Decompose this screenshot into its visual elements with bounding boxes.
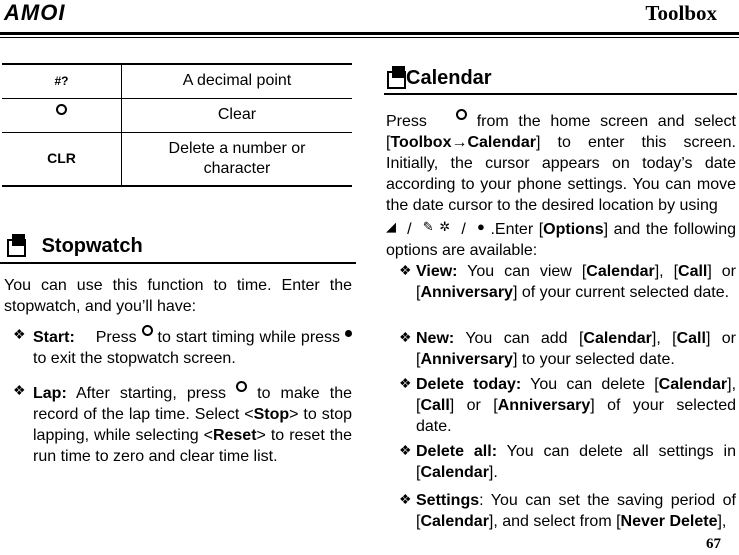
calendar-title: Calendar [406, 67, 492, 89]
calendar-option-new: New: You can add [Calendar], [Call] or [Anniversary] to your selected date. [416, 330, 736, 368]
diamond-bullet-icon: ❖ [399, 375, 412, 391]
diamond-bullet-icon: ❖ [399, 262, 412, 278]
diamond-bullet-icon: ❖ [399, 329, 412, 345]
table-row [2, 98, 352, 132]
ok-key-icon [236, 381, 247, 392]
section-rule [384, 93, 737, 95]
calendar-heading [386, 66, 492, 90]
diamond-bullet-icon: ❖ [13, 382, 26, 398]
table-row [2, 64, 352, 98]
amoi-logo: AMOI [4, 0, 66, 25]
stopwatch-intro: You can use this function to time. Enter the stopwatch, and you’ll have: [4, 277, 352, 315]
page-header-title: Toolbox [645, 1, 717, 25]
calendar-option-settings: Settings: You can set the saving period of [Calendar], and select from [Never Delete], [416, 492, 736, 530]
nav-up-icon: ✎ [422, 219, 434, 234]
calendar-option-view: View: You can view [Calendar], [Call] or [Anniversary] of your current selected date. [416, 263, 736, 301]
section-rule [0, 262, 356, 264]
stopwatch-heading [6, 234, 143, 258]
key-function-table [2, 63, 352, 187]
nav-right-icon: ● [477, 219, 485, 234]
calendar-option-delete-all: Delete all: You can delete all settings in [Calendar]. [416, 443, 737, 481]
header-rule [0, 32, 739, 35]
table-cell: Clear [122, 98, 353, 132]
section-icon [386, 66, 406, 86]
calendar-option-delete-today: Delete today: You can delete [Calendar], [Call] or [Anniversary] of your selected date. [416, 376, 737, 435]
calendar-intro: Press from the home screen and select [Toolbox→Calendar] to enter this screen. Initially, the cursor appears on today’s date according to your phone settings. You can move the date cursor to the desired location by using ◢ / ✎ ✲ / ● .Enter [Options] and the following options are available: [386, 109, 736, 261]
stopwatch-start-item: Start: Press to start timing while press to exit the stopwatch screen. [33, 325, 352, 369]
ok-key-icon [142, 325, 153, 336]
table-cell: A decimal point [122, 64, 353, 98]
header-rule-thin [0, 37, 739, 38]
diamond-bullet-icon: ❖ [13, 326, 26, 342]
star-hash-key-icon: #? [2, 64, 122, 98]
table-row [2, 132, 352, 186]
table-cell: Delete a number or character [122, 132, 353, 186]
diamond-bullet-icon: ❖ [399, 491, 412, 507]
ok-key-icon [2, 98, 122, 132]
ok-key-icon [456, 109, 467, 120]
page-number: 67 [706, 536, 721, 552]
nav-down-icon: ✲ [439, 219, 451, 234]
end-key-icon [345, 330, 352, 337]
section-icon [6, 234, 26, 254]
stopwatch-lap-item: Lap: After starting, press to make the record of the lap time. Select <Stop> to stop lapping, while selecting <Reset> to reset the run time to zero and clear time list. [33, 381, 352, 467]
stopwatch-title: Stopwatch [41, 235, 143, 257]
nav-left-icon: ◢ [386, 219, 396, 234]
diamond-bullet-icon: ❖ [399, 442, 412, 458]
clr-key-icon: CLR [2, 132, 122, 186]
